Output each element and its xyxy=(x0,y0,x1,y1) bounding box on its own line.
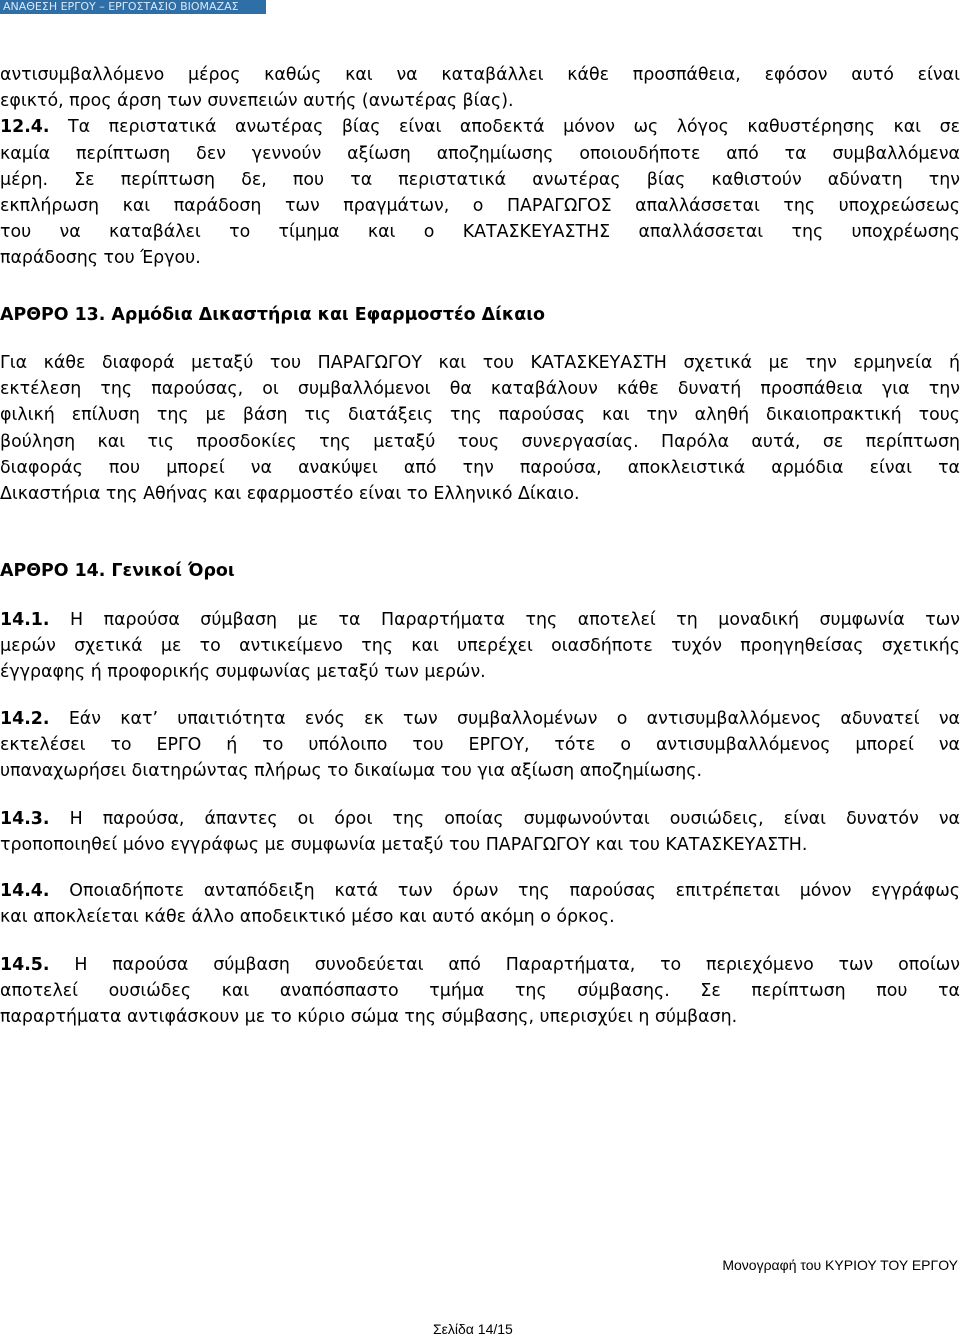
text-line: τροποποιηθεί μόνο εγγράφως με συμφωνία μεταξύ του ΠΑΡΑΓΩΓΟΥ και του ΚΑΤΑΣΚΕΥΑΣΤΗ. xyxy=(0,835,808,856)
clause-number: 14.4. xyxy=(0,881,50,901)
text-line: αποτελεί ουσιώδες και αναπόσπαστο τμήμα της σύμβασης. Σε περίπτωση που τα xyxy=(0,981,960,1002)
text-line: Η παρούσα σύμβαση με τα Παραρτήματα της αποτελεί τη μοναδική συμφωνία των xyxy=(70,610,960,630)
text-line: υπαναχωρήσει διατηρώντας πλήρως το δικαίωμα του για αξίωση αποζημίωσης. xyxy=(0,761,703,782)
clause-14-3 xyxy=(0,806,960,858)
text-line: καμία περίπτωση δεν γεννούν αξίωση αποζημίωσης οποιουδήποτε από τα συμβαλλόμενα xyxy=(0,143,960,164)
clause-number: 14.5. xyxy=(0,955,50,975)
clause-number: 14.2. xyxy=(0,709,50,729)
text-line: αντισυμβαλλόμενο μέρος καθώς και να καταβάλλει κάθε προσπάθεια, εφόσον αυτό είναι xyxy=(0,65,960,85)
text-line: Δικαστήρια της Αθήνας και εφαρμοστέο είναι το Ελληνικό Δίκαιο. xyxy=(0,484,580,505)
text-line: Τα περιστατικά ανωτέρας βίας είναι αποδεκτά μόνον ως λόγος καθυστέρησης και σε xyxy=(68,117,960,138)
text-line: Η παρούσα σύμβαση συνοδεύεται από Παραρτήματα, το περιεχόμενο των οποίων xyxy=(74,955,960,975)
text-line: διαφοράς που μπορεί να ανακύψει από την παρούσα, αποκλειστικά αρμόδια είναι τα xyxy=(0,457,960,478)
clause-number: 12.4. xyxy=(0,117,50,138)
text-line: εφικτό, προς άρση των συνεπειών αυτής (ανωτέρας βίας). xyxy=(0,91,514,112)
text-line: εκπλήρωση και παράδοση των πραγμάτων, ο ΠΑΡΑΓΩΓΟΣ απαλλάσσεται της υποχρεώσεως xyxy=(0,196,960,217)
clause-14-4 xyxy=(0,878,960,930)
text-line: παράδοσης του Έργου. xyxy=(0,248,201,269)
article-13-heading: ΑΡΘΡΟ 13. Αρμόδια Δικαστήρια και Εφαρμοστέο Δίκαιο xyxy=(0,305,545,325)
article-13-body xyxy=(0,350,960,507)
clause-14-5 xyxy=(0,952,960,1031)
text-line: εκτελέσει το ΕΡΓΟ ή το υπόλοιπο του ΕΡΓΟΥ, τότε ο αντισυμβαλλόμενος μπορεί να xyxy=(0,735,960,756)
article-14-heading: ΑΡΘΡΟ 14. Γενικοί Όροι xyxy=(0,561,235,581)
text-line: Για κάθε διαφορά μεταξύ του ΠΑΡΑΓΩΓΟΥ και του ΚΑΤΑΣΚΕΥΑΣΤΗ σχετικά με την ερμηνεία ή xyxy=(0,353,960,373)
clause-12-3-continuation xyxy=(0,62,960,272)
document-header-title: ΑΝΑΘΕΣΗ ΕΡΓΟΥ – ΕΡΓΟΣΤΑΣΙΟ ΒΙΟΜΑΖΑΣ xyxy=(3,0,239,13)
text-line: Η παρούσα, άπαντες οι όροι της οποίας συμφωνούνται ουσιώδεις, είναι δυνατόν να xyxy=(69,809,960,829)
text-line: έγγραφης ή προφορικής συμφωνίας μεταξύ των μερών. xyxy=(0,662,486,683)
text-line: και αποκλείεται κάθε άλλο αποδεικτικό μέσο και αυτό ακόμη ο όρκος. xyxy=(0,907,615,928)
clause-14-1 xyxy=(0,607,960,686)
text-line: μερών σχετικά με το αντικείμενο της και υπερέχει οιασδήποτε τυχόν προηγηθείσας σχετικής xyxy=(0,636,960,657)
page-number: Σελίδα 14/15 xyxy=(433,1321,513,1337)
text-line: βούληση και τις προσδοκίες της μεταξύ τους συνεργασίας. Παρόλα αυτά, σε περίπτωση xyxy=(0,431,960,452)
text-line: παραρτήματα αντιφάσκουν με το κύριο σώμα της σύμβασης, υπερισχύει η σύμβαση. xyxy=(0,1007,738,1028)
clause-number: 14.3. xyxy=(0,809,50,829)
text-line: Οποιαδήποτε ανταπόδειξη κατά των όρων της παρούσας επιτρέπεται μόνον εγγράφως xyxy=(69,881,960,901)
clause-12-4-line xyxy=(0,114,960,140)
text-line: Εάν κατ’ υπαιτιότητα ενός εκ των συμβαλλομένων ο αντισυμβαλλόμενος αδυνατεί να xyxy=(68,709,960,729)
text-line: μέρη. Σε περίπτωση δε, που τα περιστατικά ανωτέρας βίας καθιστούν αδύνατη την xyxy=(0,169,960,190)
clause-14-2 xyxy=(0,706,960,785)
text-line: του να καταβάλει το τίμημα και ο ΚΑΤΑΣΚΕΥΑΣΤΗΣ απαλλάσσεται της υποχρέωσης xyxy=(0,222,960,243)
text-line: φιλική επίλυση της με βάση τις διατάξεις της παρούσας και την αληθή δικαιοπρακτική τους xyxy=(0,405,960,426)
clause-number: 14.1. xyxy=(0,610,50,630)
footer-monograph: Μονογραφή του ΚΥΡΙΟΥ ΤΟΥ ΕΡΓΟΥ xyxy=(722,1257,958,1273)
text-line: εκτέλεση της παρούσας, οι συμβαλλόμενοι θα καταβάλουν κάθε δυνατή προσπάθεια για την xyxy=(0,379,960,400)
